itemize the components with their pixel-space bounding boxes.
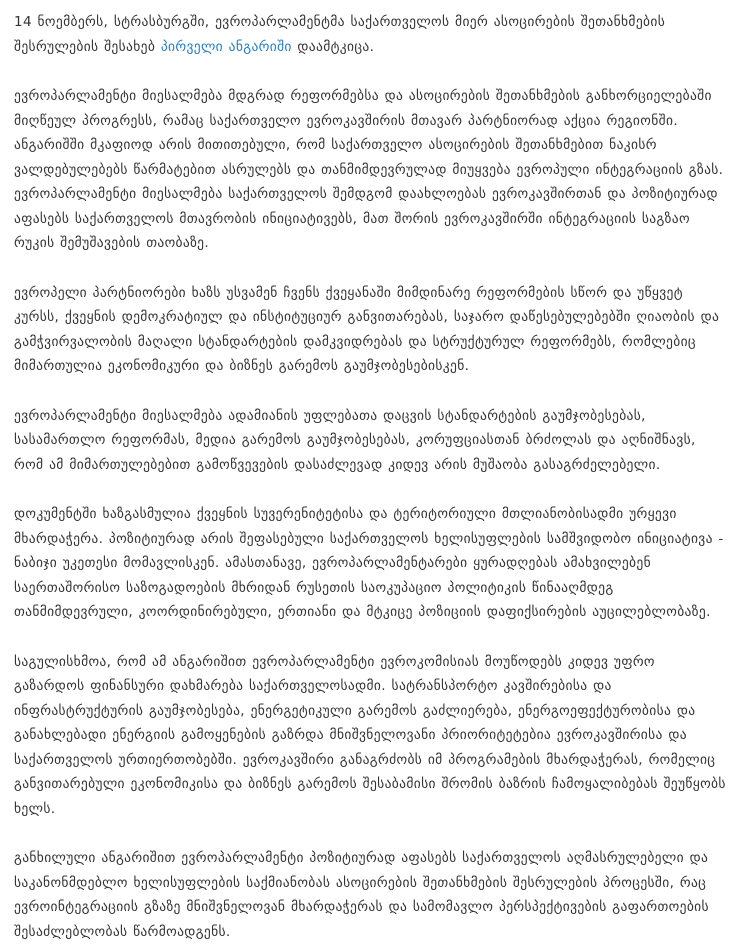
paragraph-1 <box>14 10 727 59</box>
paragraph-4: ევროპარლამენტი მიესალმება ადამიანის უფლებათა დაცვის სტანდარტების გაუმჯობესებას, სასამართლო რეფორმას, მედია გარემოს გაუმჯობესებას, კორუფციასთან ბრძოლას და აღნიშნავს, რომ ამ მიმართულებებით გამოწვევების დასაძლევად კიდევ არის მუშაობა გასაგრძელებელი. <box>14 407 696 473</box>
paragraph-5: დოკუმენტში ხაზგასმულია ქვეყნის სუვერენიტეტისა და ტერიტორიული მთლიანობისადმი ურყევი მხარდაჭერა. პოზიტიურად არის შეფასებული საქართველოს ხელისუფლების სამშვიდობო ინიციატივა - ნაბიჯი უკეთესი მომავლისკენ. ამასთანავე, ევროპარლამენტარები ყურადღებას ამახვილებენ საერთაშორისო საზოგადოების მხრიდან რუსეთის საოკუპაციო პოლიტიკის წინააღმდეგ თანმიმდევრული, კოორდინირებული, ერთიანი და მტკიცე პოზიციის დაფიქსირების აუცილებლობაზე. <box>14 506 724 620</box>
paragraph-2 <box>14 84 727 256</box>
first-report-link[interactable]: პირველი ანგარიში <box>160 38 292 55</box>
paragraph-6: საგულისხმოა, რომ ამ ანგარიშით ევროპარლამენტი ევროკომისიას მოუწოდებს კიდევ უფრო გაზარდოს ფინანსური დახმარება საქართველოსადმი. სატრანსპორტო კავშირებისა და ინფრასტრუქტურის გაუმჯობესება, ენერგეტიკული გარემოს გაძლიერება, ენერგოეფექტურობისა და განახლებადი ენერგიის გამოყენების გაზრდა მნიშვნელოვანი პრიორიტეტებია ევროკავშირისა და საქართველოს ურთიერთობებში. ევროკავშირი განაგრძობს იმ პროგრამების მხარდაჭერას, რომელიც განვითარებული ეკონომიკისა და ბიზნეს გარემოს შესაბამისი შრომის ბაზრის ჩამოყალიბებას შეუწყობს ხელს. <box>14 653 726 817</box>
paragraph-1-text-start: 14 ნოემბერს, სტრასბურგში, ევროპარლამენტმა საქართველოს მიერ ასოცირების შეთანხმების შესრულების შესახებ <box>14 14 666 55</box>
paragraph-3: ევროპელი პარტნიორები ხაზს უსვამენ ჩვენს ქვეყანაში მიმდინარე რეფორმების სწორ და უწყვეტ კურსს, ქვეყნის დემოკრატიულ და ინსტიტუციურ განვითარებას, საჯარო დაწესებულებებში ღიაობის და გამჭვირვალობის მაღალი სტანდარტების დამკვიდრებას და სტრუქტურულ რეფორმებს, რომლებიც მიმართულია ეკონომიკური და ბიზნეს გარემოს გაუმჯობესებისკენ. <box>14 284 720 374</box>
paragraph-1-text-end: დაამტკიცა. <box>291 38 375 55</box>
paragraph-7: განხილული ანგარიშით ევროპარლამენტი პოზიტიურად აფასებს საქართველოს აღმასრულებელი და საკანონმდებლო ხელისუფლების საქმიანობას ასოცირების შეთანხმების შესრულების პროცესში, რაც ევროინტეგრაციის გზაზე მნიშვნელოვან მხარდაჭერას და სამომავლო პერსპექტივების გაფართოების შესაძლებლობას წარმოადგენს. <box>14 850 709 940</box>
paragraph-2-part-a: ევროპარლამენტი მიესალმება მდგრად რეფორმებსა და ასოცირების შეთანხმების განხორციელებაში მიღწეულ პროგრესს, რამაც საქართველო ევროკავშირის მთავარ პარტნიორად აქცია რეგიონში. ანგარიშში მკაფიოდ არის მითითებული, რომ საქართველო ასოცირების შეთანხმებით ნაკისრ ვალდებულებებს წარმატებით ასრულებს და თანმიმდევრულად მიუყვება ევროპული ინტეგრაციის გზას. <box>14 88 724 178</box>
paragraph-2-part-b: ევროპარლამენტი მიესალმება საქართველოს შემდგომ დაახლოებას ევროკავშირთან და პოზიტიურად აფასებს საქართველოს მთავრობის ინიციატივებს, მათ შორის ევროკავშირში ინტეგრაციის საგზაო რუკის შემუშავების თაობაზე. <box>14 186 718 251</box>
